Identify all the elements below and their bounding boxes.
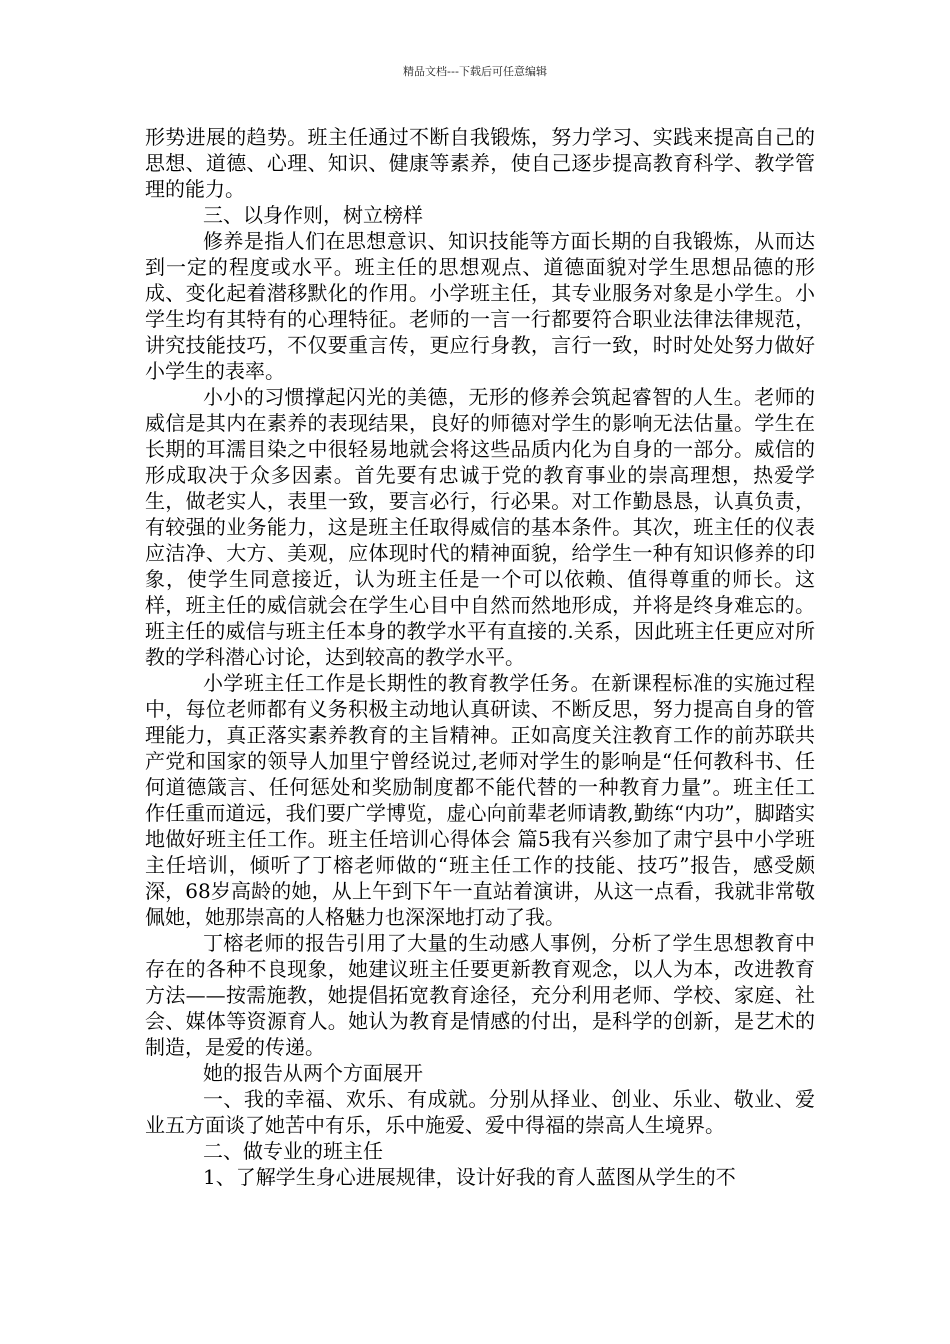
paragraph-continuation: 形势进展的趋势。班主任通过不断自我锻炼，努力学习、实践来提高自己的思想、道德、心理、知识、健康等素养，使自己逐步提高教育科学、教学管理的能力。 (145, 125, 815, 201)
document-body (145, 124, 815, 1190)
section-heading: 她的报告从两个方面展开 (203, 1061, 423, 1085)
paragraph: 1、了解学生身心进展规律，设计好我的育人蓝图从学生的不 (203, 1165, 736, 1189)
paragraph: 丁榕老师的报告引用了大量的生动感人事例，分析了学生思想教育中存在的各种不良现象，她建议班主任要更新教育观念，以人为本，改进教育方法——按需施教，她提倡拓宽教育途径，充分利用老师、学校、家庭、社会、媒体等资源育人。她认为教育是情感的付出，是科学的创新，是艺术的制造，是爱的传递。 (145, 931, 815, 1059)
page-header: 精品文档---下载后可任意编辑 (403, 65, 547, 78)
paragraph: 一、我的幸福、欢乐、有成就。分别从择业、创业、乐业、敬业、爱业五方面谈了她苦中有乐，乐中施爱、爱中得福的崇高人生境界。 (145, 1087, 815, 1137)
paragraph: 修养是指人们在思想意识、知识技能等方面长期的自我锻炼，从而达到一定的程度或水平。班主任的思想观点、道德面貌对学生思想品德的形成、变化起着潜移默化的作用。小学班主任，其专业服务对象是小学生。小学生均有其特有的心理特征。老师的一言一行都要符合职业法律法律规范，讲究技能技巧，不仅要重言传，更应行身教，言行一致，时时处处努力做好小学生的表率。 (145, 229, 815, 383)
section-heading: 二、做专业的班主任 (203, 1139, 383, 1163)
paragraph: 小学班主任工作是长期性的教育教学任务。在新课程标准的实施过程中，每位老师都有义务积极主动地认真研读、不断反思，努力提高自身的管理能力，真正落实素养教育的主旨精神。正如高度关注教育工作的前苏联共产党和国家的领导人加里宁曾经说过,老师对学生的影响是“任何教科书、任何道德箴言、任何惩处和奖励制度都不能代替的一种教育力量”。班主任工作任重而道远，我们要广学博览，虚心向前辈老师请教,勤练“内功”，脚踏实地做好班主任工作。班主任培训心得体会 篇5我有兴参加了肃宁县中小学班主任培训，倾听了丁榕老师做的“班主任工作的技能、技巧”报告，感受颇深，68岁高龄的她，从上午到下午一直站着演讲，从这一点看，我就非常敬佩她，她那崇高的人格魅力也深深地打动了我。 (145, 671, 815, 929)
section-heading: 三、以身作则，树立榜样 (203, 203, 423, 227)
paragraph: 小小的习惯撑起闪光的美德，无形的修养会筑起睿智的人生。老师的威信是其内在素养的表现结果，良好的师德对学生的影响无法估量。学生在长期的耳濡目染之中很轻易地就会将这些品质内化为自身的一部分。威信的形成取决于众多因素。首先要有忠诚于党的教育事业的崇高理想，热爱学生，做老实人，表里一致，要言必行，行必果。对工作勤恳恳，认真负责，有较强的业务能力，这是班主任取得威信的基本条件。其次，班主任的仪表应洁净、大方、美观，应体现时代的精神面貌，给学生一种有知识修养的印象，使学生同意接近，认为班主任是一个可以依赖、值得尊重的师长。这样，班主任的威信就会在学生心目中自然而然地形成，并将是终身难忘的。班主任的威信与班主任本身的教学水平有直接的.关系，因此班主任更应对所教的学科潜心讨论，达到较高的教学水平。 (145, 385, 815, 669)
